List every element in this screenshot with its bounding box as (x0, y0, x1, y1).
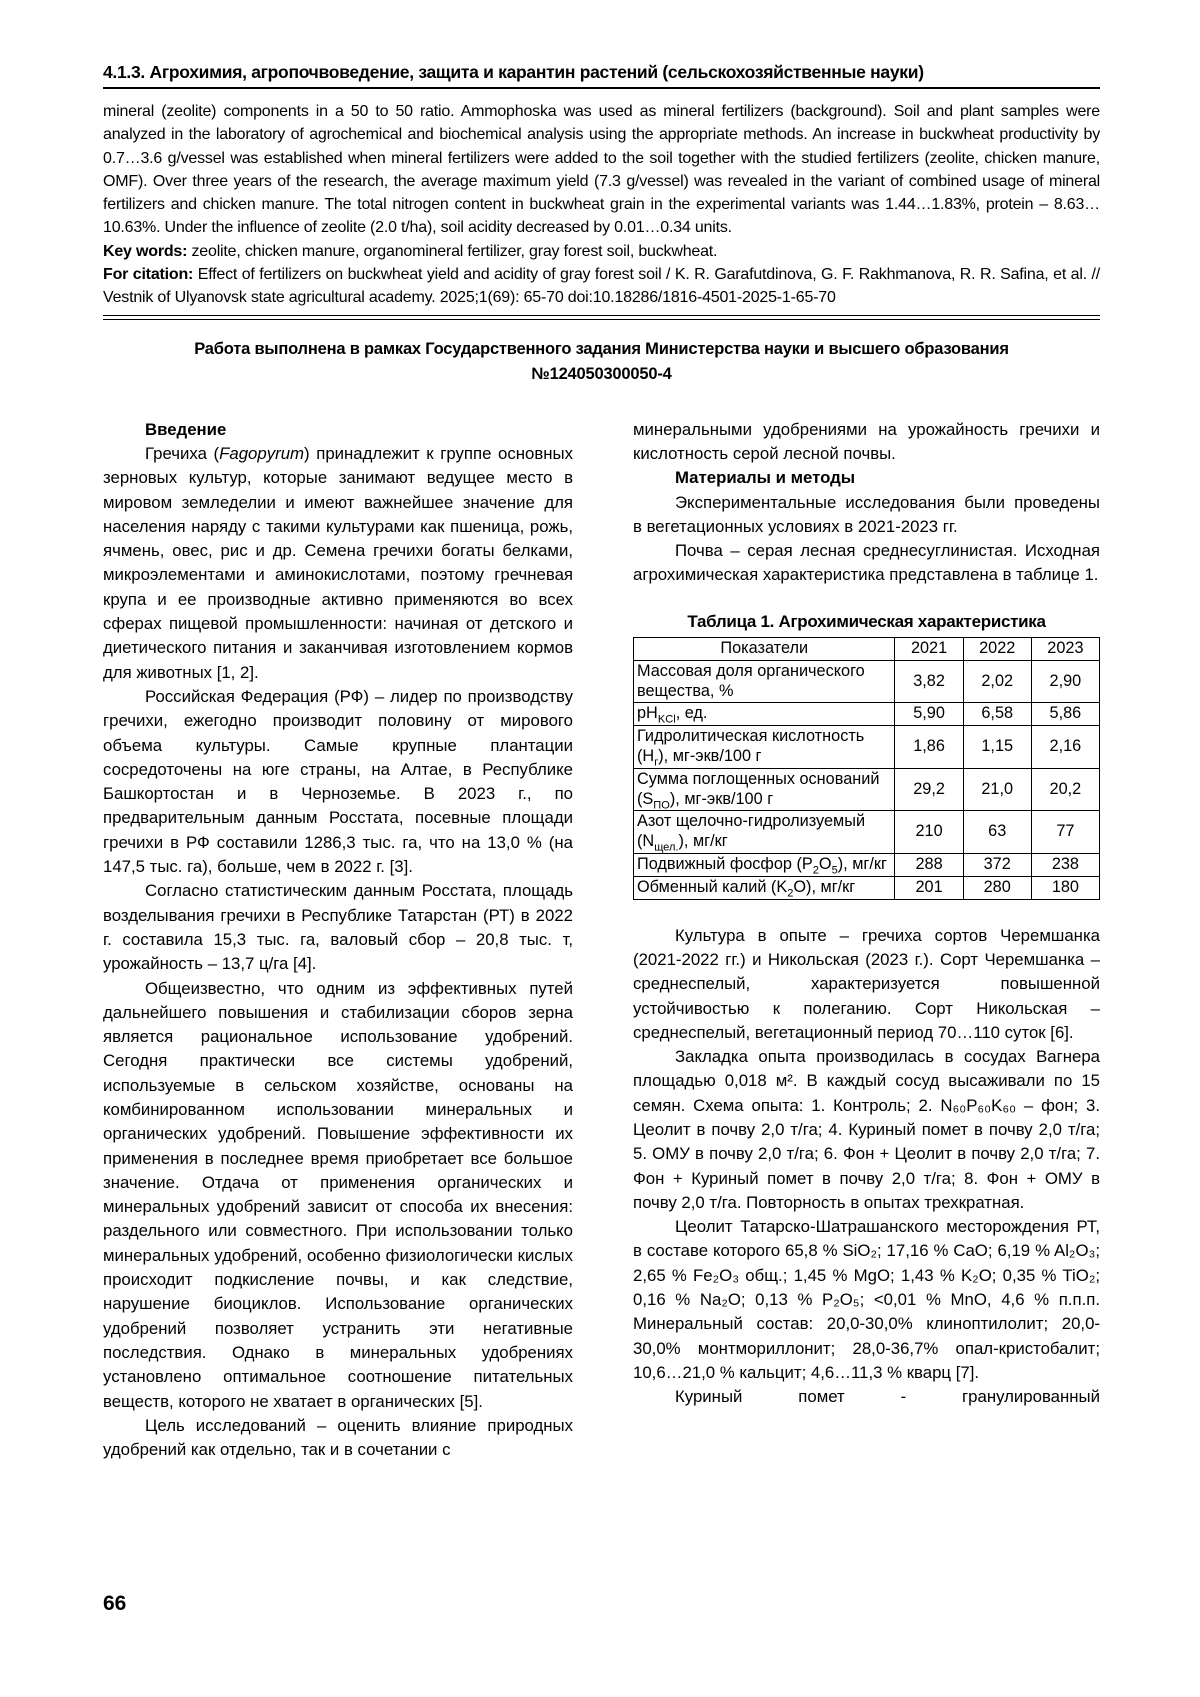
cell-value: 372 (963, 854, 1031, 877)
paragraph: Российская Федерация (РФ) – лидер по производству гречихи, ежегодно производит половину от мирового объема культуры. Самые крупные плантации сосредоточены на юге страны, на Алтае, в Республике Башкортостан и в Черноземье. В 2023 г., по предварительным данным Росстата, посевные площади гречихи в РФ составили 1286,3 тыс. га, что на 13,0 % (на 147,5 тыс. га), больше, чем в 2022 г. [3]. (103, 686, 573, 877)
keywords-line (103, 240, 1100, 263)
cell-value: 29,2 (895, 768, 963, 811)
row-label: Азот щелочно-гидролизуемый $(N_{щел.})$, мг/кг (634, 811, 895, 854)
cell-value: 1,15 (963, 726, 1031, 769)
separator-rule (103, 315, 1100, 320)
paragraph: Общеизвестно, что одним из эффективных путей дальнейшего повышения и стабилизации сборов зерна является рациональное использование удобрений. Сегодня практически все системы удобрений, используемые в сельском хозяйстве, основаны на комбинированном использовании минеральных и органических удобрений. Повышение эффективности их применения в последнее время приобретает все большое значение. Отдача от применения органических и минеральных удобрений зависит от способа их внесения: раздельного или совместного. При использовании только минеральных удобрений, особенно физиологически кислых происходит подкисление почвы, и как следствие, нарушение биоциклов. Использование органических удобрений позволяет устранить эти негативные последствия. Однако в минеральных удобрениях установлено оптимальное соотношение питательных веществ, которого не хватает в органических [5]. (103, 978, 573, 1411)
cell-value: 2,16 (1031, 726, 1099, 769)
paragraph: Цеолит Татарско-Шатрашанского месторождения РТ, в составе которого 65,8 % SiO₂; 17,16 % CaO; 6,19 % Al₂O₃; 2,65 % Fe₂O₃ общ.; 1,45 % MgO; 1,43 % K₂O; 0,35 % TiO₂; 0,16 % Na₂O; 0,13 % P₂O₅; <0,01 % MnO, 4,6 % п.п.п. Минеральный состав: 20,0-30,0% клиноптилолит; 20,0-30,0% монтмориллонит; 28,0-36,7% опал-кристобалит; 10,6…21,0 % кальцит; 4,6…11,3 % кварц [7]. (633, 1217, 1100, 1382)
table-row (634, 768, 1100, 811)
table-row (634, 811, 1100, 854)
column-header: 2023 (1031, 638, 1099, 661)
table-row (634, 703, 1100, 726)
row-label: Сумма поглощенных оснований $(S_{ПО})$, мг-экв/100 г (634, 768, 895, 811)
paragraph: Почва – серая лесная среднесуглинистая. Исходная агрохимическая характеристика представлена в таблице 1. (633, 541, 1100, 585)
row-label: Подвижный фосфор $(P_2O_5)$, мг/кг (634, 854, 895, 877)
heading-materials-methods: Материалы и методы (675, 468, 856, 488)
cell-value: 2,02 (963, 660, 1031, 703)
column-header: Показатели (634, 638, 895, 661)
table-header-row (634, 638, 1100, 661)
funding-line-1: Работа выполнена в рамках Государственного задания Министерства науки и высшего образования (194, 339, 1009, 358)
two-column-body (103, 418, 1100, 1463)
row-label: $pH_{KCl}$, ед. (634, 703, 895, 726)
cell-value: 6,58 (963, 703, 1031, 726)
section-header: 4.1.3. Агрохимия, агропочвоведение, защита и карантин растений (сельскохозяйственные науки) (103, 62, 1100, 89)
citation-line (103, 263, 1100, 310)
cell-value: 180 (1031, 876, 1099, 899)
cell-value: 5,86 (1031, 703, 1099, 726)
cell-value: 20,2 (1031, 768, 1099, 811)
table-row (634, 726, 1100, 769)
right-column (633, 418, 1100, 1463)
column-header: 2021 (895, 638, 963, 661)
funding-line-2: №124050300050-4 (531, 364, 672, 383)
cell-value: 280 (963, 876, 1031, 899)
heading-introduction: Введение (145, 419, 227, 439)
cell-value: 63 (963, 811, 1031, 854)
table-row (634, 854, 1100, 877)
left-column (103, 418, 573, 1463)
paragraph: Цель исследований – оценить влияние природных удобрений как отдельно, так и в сочетании с (103, 1415, 573, 1460)
keywords-text: zeolite, chicken manure, organomineral fertilizer, gray forest soil, buckwheat. (187, 242, 718, 260)
cell-value: 77 (1031, 811, 1099, 854)
cell-value: 3,82 (895, 660, 963, 703)
abstract-text: mineral (zeolite) components in a 50 to 50 ratio. Ammophoska was used as mineral fertilizers (background). Soil and plant samples were analyzed in the laboratory of agrochemical and biochemical analysis using the appropriate methods. An increase in buckwheat productivity by 0.7…3.6 g/vessel was established when mineral fertilizers were added to the soil together with the studied fertilizers (zeolite, chicken manure, OMF). Over three years of the research, the average maximum yield (7.3 g/vessel) was revealed in the variant of combined usage of mineral fertilizers and chicken manure. The total nitrogen content in buckwheat grain in the experimental variants was 1.44…1.83%, protein – 8.63…10.63%. Under the influence of zeolite (2.0 t/ha), soil acidity decreased by 0.01…0.34 units. (103, 103, 1100, 237)
keywords-label: Key words: (103, 242, 188, 260)
table-row (634, 876, 1100, 899)
funding-note (103, 337, 1100, 387)
page-number: 66 (103, 1592, 127, 1615)
column-header: 2022 (963, 638, 1031, 661)
paragraph: Экспериментальные исследования были проведены в вегетационных условиях в 2021-2023 гг. (633, 492, 1100, 536)
cell-value: 2,90 (1031, 660, 1099, 703)
cell-value: 210 (895, 811, 963, 854)
abstract-block (103, 100, 1100, 310)
cell-value: 238 (1031, 854, 1099, 877)
row-label: Гидролитическая кислотность $(H_г)$, мг-экв/100 г (634, 726, 895, 769)
paragraph: Культура в опыте – гречиха сортов Черемшанка (2021-2022 гг.) и Никольская (2023 г.). Сорт Черемшанка – среднеспелый, характеризуется повышенной устойчивостью к полеганию. Сорт Никольская – среднеспелый, вегетационный период 70…110 суток [6]. (633, 925, 1100, 1042)
cell-value: 201 (895, 876, 963, 899)
row-label: Массовая доля органического вещества, % (634, 660, 895, 703)
cell-value: 288 (895, 854, 963, 877)
paragraph: Куриный помет - гранулированный (675, 1387, 1100, 1407)
table-row (634, 660, 1100, 703)
page-content (103, 0, 1100, 1462)
cell-value: 21,0 (963, 768, 1031, 811)
citation-text: Effect of fertilizers on buckwheat yield and acidity of gray forest soil / K. R. Garafutdinova, G. F. Rakhmanova, R. R. Safina, et al. // Vestnik of Ulyanovsk state agricultural academy. 2025;1(69): 65-70 doi:10.18286/1816-4501-2025-1-65-70 (103, 266, 1100, 307)
paragraph: минеральными удобрениями на урожайность гречихи и кислотность серой лесной почвы. (633, 419, 1100, 463)
row-label: Обменный калий $(K_2O)$, мг/кг (634, 876, 895, 899)
table-1-block (633, 610, 1100, 900)
cell-value: 1,86 (895, 726, 963, 769)
paragraph: Гречиха (Fagopyrum) принадлежит к группе основных зерновых культур, которые занимают ведущее место в мировом земледелии и имеют важнейшее значение для населения наряду с такими культурами как пшеница, рожь, ячмень, овес, рис и др. Семена гречихи богаты белками, микроэлементами и аминокислотами, поэтому гречневая крупа и ее производные активно применяются во всех сферах пищевой промышленности: начиная от детского и диетического питания и заканчивая изготовлением кормов для животных [1, 2]. (103, 443, 574, 682)
paragraph: Согласно статистическим данным Росстата, площадь возделывания гречихи в Республике Татарстан (РТ) в 2022 г. составила 15,3 тыс. га, валовый сбор – 20,8 тыс. т, урожайность – 13,7 ц/га [4]. (103, 881, 573, 974)
cell-value: 5,90 (895, 703, 963, 726)
table-1 (633, 637, 1100, 900)
table-1-title: Таблица 1. Агрохимическая характеристика (687, 611, 1046, 631)
citation-label: For citation: (103, 266, 194, 284)
paragraph: Закладка опыта производилась в сосудах Вагнера площадью 0,018 м². В каждый сосуд высаживали по 15 семян. Схема опыта: 1. Контроль; 2. N₆₀P₆₀K₆₀ – фон; 3. Цеолит в почву 2,0 т/га; 4. Куриный помет в почву 2,0 т/га; 5. ОМУ в почву 2,0 т/га; 6. Фон + Цеолит в почву 2,0 т/га; 7. Фон + Куриный помет в почву 2,0 т/га; 8. Фон + ОМУ в почву 2,0 т/га. Повторность в опытах трехкратная. (633, 1047, 1100, 1212)
